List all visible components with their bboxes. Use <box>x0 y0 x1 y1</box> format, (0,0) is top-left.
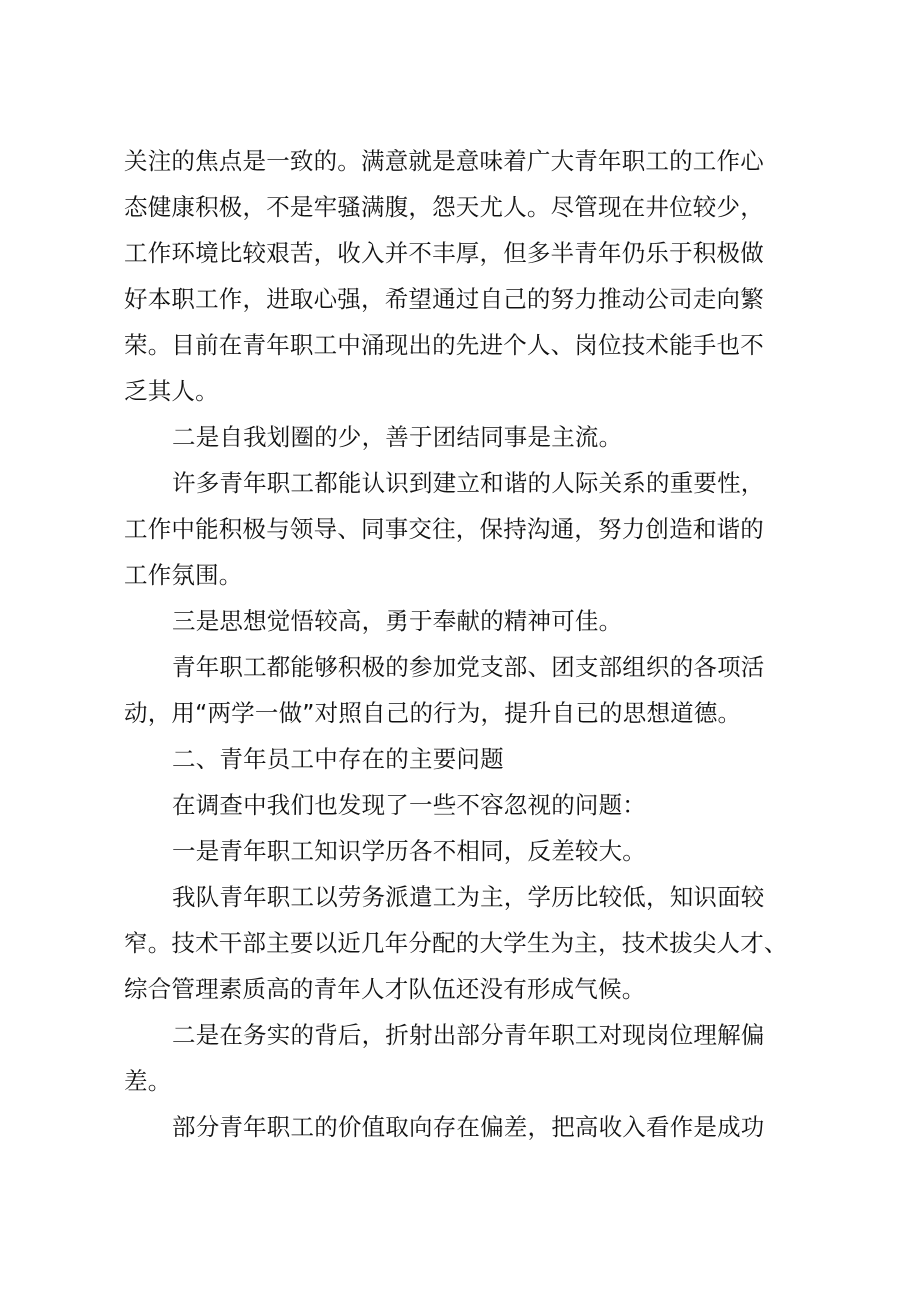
body-text-line: 在调查中我们也发现了一些不容忽视的问题： <box>172 791 646 819</box>
body-text-line: 动，用“两学一做”对照自己的行为，提升自已的思想道德。 <box>124 699 742 727</box>
point-heading-2: 二是自我划圈的少，善于团结同事是主流。 <box>172 423 623 451</box>
body-text-line: 荣。目前在青年职工中涌现出的先进个人、岗位技术能手也不 <box>124 331 764 359</box>
point-heading-3: 三是思想觉悟较高，勇于奉献的精神可佳。 <box>172 607 623 635</box>
body-text-line: 许多青年职工都能认识到建立和谐的人际关系的重要性， <box>172 469 765 497</box>
body-text-line: 工作氛围。 <box>124 561 243 589</box>
body-text-line: 态健康积极，不是牢骚满腹，怨天尤人。尽管现在井位较少， <box>124 193 764 221</box>
point-heading-1: 一是青年职工知识学历各不相同，反差较大。 <box>172 837 646 865</box>
body-text-line: 关注的焦点是一致的。满意就是意味着广大青年职工的工作心 <box>124 147 764 175</box>
body-text-line: 差。 <box>124 1067 172 1095</box>
body-text-line: 窄。技术干部主要以近几年分配的大学生为主，技术拔尖人才、 <box>124 929 788 957</box>
section-heading: 二、青年员工中存在的主要问题 <box>172 745 504 773</box>
body-text-line: 我队青年职工以劳务派遣工为主，学历比较低，知识面较 <box>172 883 765 911</box>
point-heading-2: 二是在务实的背后，折射出部分青年职工对现岗位理解偏 <box>172 1021 765 1049</box>
body-text-line: 工作环境比较艰苦，收入并不丰厚，但多半青年仍乐于积极做 <box>124 239 764 267</box>
body-text-line: 乏其人。 <box>124 377 219 405</box>
body-text-line: 综合管理素质高的青年人才队伍还没有形成气候。 <box>124 975 646 1003</box>
body-text-line: 工作中能积极与领导、同事交往，保持沟通，努力创造和谐的 <box>124 515 764 543</box>
body-text-line: 青年职工都能够积极的参加党支部、团支部组织的各项活 <box>172 653 765 681</box>
body-text-line: 部分青年职工的价值取向存在偏差，把高收入看作是成功 <box>172 1113 765 1141</box>
body-text-line: 好本职工作，进取心强，希望通过自己的努力推动公司走向繁 <box>124 285 764 313</box>
